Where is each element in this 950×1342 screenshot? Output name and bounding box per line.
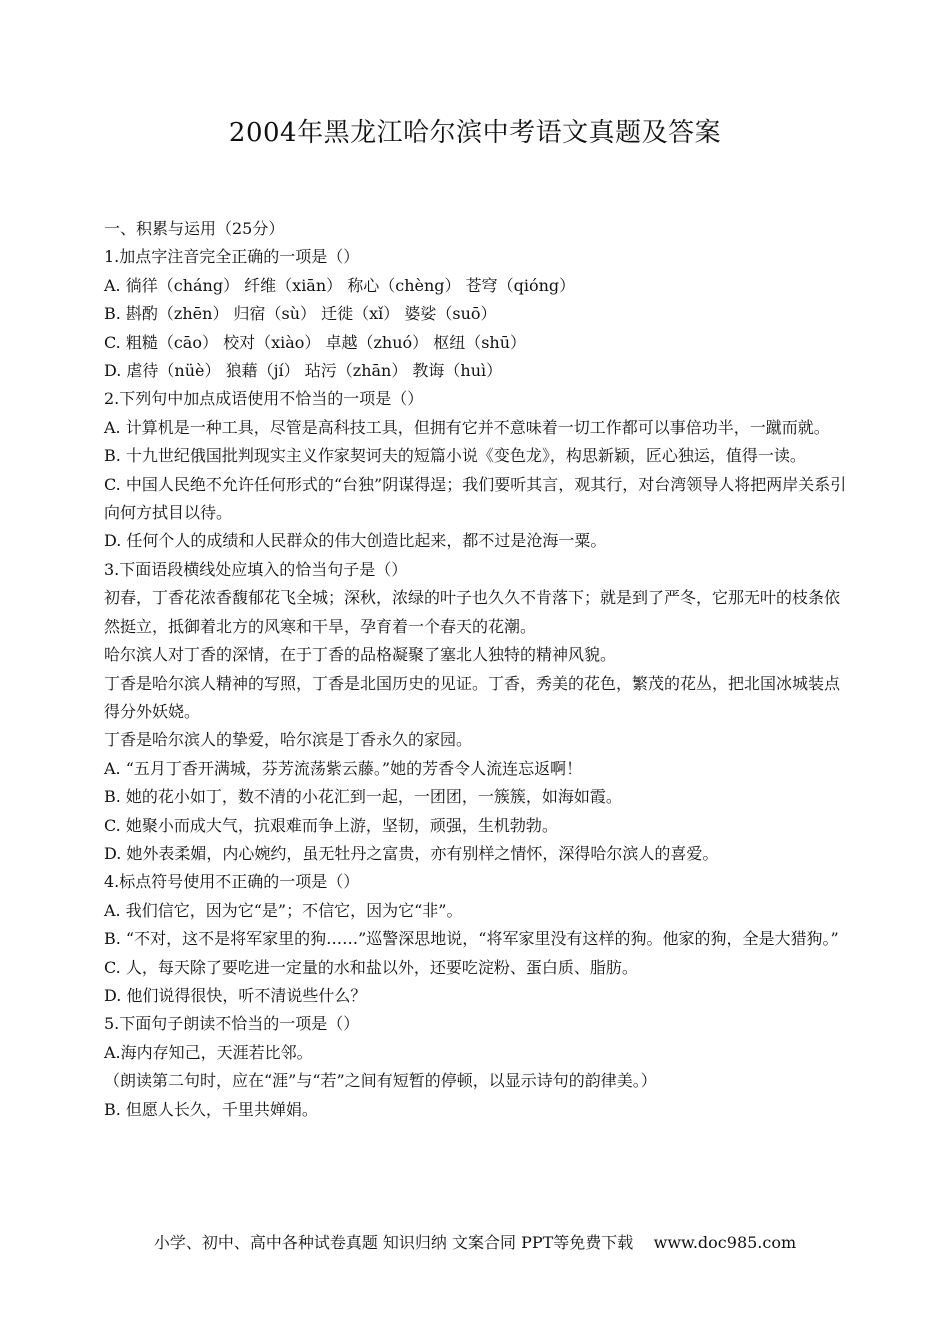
question-3-passage-2: 哈尔滨人对丁香的深情，在于丁香的品格凝聚了塞北人独特的精神风貌。 [104,645,617,665]
question-3-option-a: A. “五月丁香开满城，芬芳流荡紫云藤。”她的芳香令人流连忘返啊！ [104,758,583,778]
question-1-option-c: C. 粗糙（cāo） 校对（xiào） 卓越（zhuó） 枢纽（shū） [104,332,527,352]
question-3-option-b: B. 她的花小如丁，数不清的小花汇到一起，一团团，一簇簇，如海如霞。 [104,787,622,807]
page-title: 2004年黑龙江哈尔滨中考语文真题及答案 [228,118,722,148]
footer-url[interactable]: www.doc985.com [653,1233,797,1252]
question-4-stem: 4.标点符号使用不正确的一项是（） [104,872,360,892]
question-4-option-d: D. 他们说得很快，听不清说些什么？ [104,985,367,1005]
question-5-note: （朗读第二句时，应在“涯”与“若”之间有短暂的停顿，以显示诗句的韵律美。） [104,1071,657,1091]
question-1-stem: 1.加点字注音完全正确的一项是（） [104,247,360,267]
question-3-passage-1: 初春，丁香花浓香馥郁花飞全城；深秋，浓绿的叶子也久久不肯落下；就是到了严冬，它那无叶的枝条依然挺立，抵御着北方的风寒和干旱，孕育着一个春天的花潮。 [104,588,841,636]
question-2-option-b: B. 十九世纪俄国批判现实主义作家契诃夫的短篇小说《变色龙》，构思新颖，匠心独运，值得一读。 [104,446,806,466]
question-4-option-c: C. 人，每天除了要吃进一定量的水和盐以外，还要吃淀粉、蛋白质、脂肪。 [104,957,638,977]
page-footer [0,1229,950,1257]
question-3-passage-4: 丁香是哈尔滨人的挚爱，哈尔滨是丁香永久的家园。 [104,730,473,750]
question-4-option-a: A. 我们信它，因为它“是”；不信它，因为它“非”。 [104,900,463,920]
question-2-stem: 2.下列句中加点成语使用不恰当的一项是（） [104,389,424,409]
question-2-option-d: D. 任何个人的成绩和人民群众的伟大创造比起来，都不过是沧海一粟。 [104,531,607,551]
question-3-option-d: D. 她外表柔媚，内心婉约，虽无牡丹之富贵，亦有别样之情怀，深得哈尔滨人的喜爱。 [104,843,719,863]
question-3-passage-3: 丁香是哈尔滨人精神的写照，丁香是北国历史的见证。丁香，秀美的花色，繁茂的花丛，把北国冰城装点得分外妖娆。 [104,673,841,721]
question-5-option-b: B. 但愿人长久，千里共婵娟。 [104,1099,318,1119]
footer-text: 小学、初中、高中各种试卷真题 知识归纳 文案合同 PPT等免费下载 [153,1233,634,1252]
question-2-option-a: A. 计算机是一种工具，尽管是高科技工具，但拥有它并不意味着一切工作都可以事倍功半，一蹴而就。 [104,417,830,437]
question-4-option-b: B. “不对，这不是将军家里的狗……”巡警深思地说，“将军家里没有这样的狗。他家的狗，全是大猎狗。” [104,929,839,949]
question-3-stem: 3.下面语段横线处应填入的恰当句子是（） [104,559,408,579]
section-heading: 一、积累与运用（25分） [104,219,285,238]
question-2-option-c: C. 中国人民绝不允许任何形式的“台独”阴谋得逞；我们要听其言，观其行，对台湾领导人将把两岸关系引向何方拭目以待。 [104,474,847,523]
question-3-option-c: C. 她聚小而成大气，抗艰难而争上游，坚韧，顽强，生机勃勃。 [104,815,558,835]
document-body [104,215,854,1124]
question-1-option-d: D. 虐待（nüè） 狼藉（jí） 玷污（zhān） 教诲（huì） [104,361,503,381]
question-1-option-b: B. 斟酌（zhēn） 归宿（sù） 迁徙（xǐ） 婆娑（suō） [104,304,497,324]
question-5-stem: 5.下面句子朗读不恰当的一项是（） [104,1014,360,1034]
question-1-option-a: A. 徜徉（cháng） 纤维（xiān） 称心（chèng） 苍穹（qióng） [104,275,576,295]
question-5-option-a: A.海内存知己，天涯若比邻。 [104,1042,313,1062]
